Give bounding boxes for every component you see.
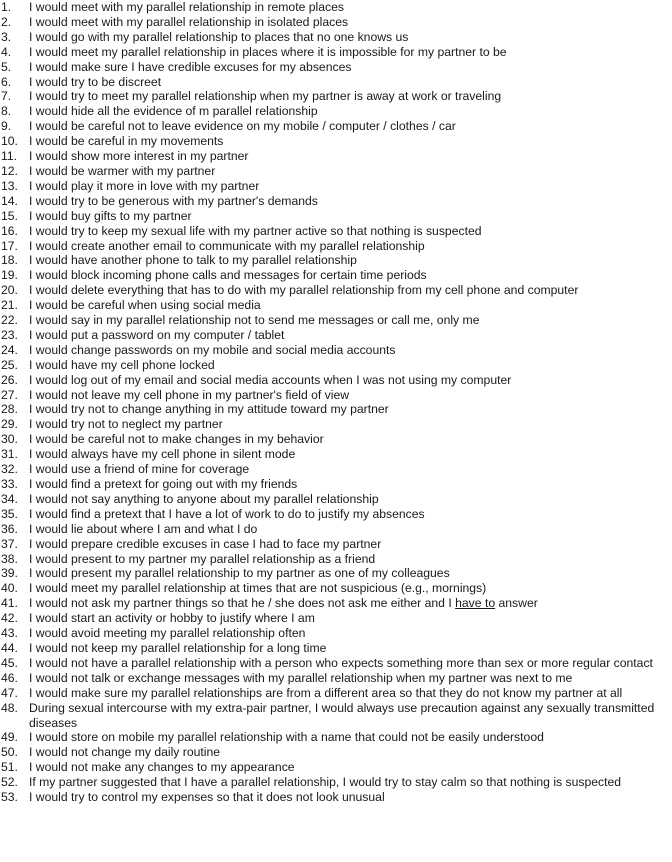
item-number: 6.	[1, 74, 12, 89]
item-number: 46.	[1, 670, 18, 685]
item-text	[29, 239, 672, 254]
item-text-main: I would not change my daily routine	[29, 745, 221, 760]
item-number: 15.	[1, 208, 18, 223]
item-number: 5.	[1, 59, 12, 74]
item-text	[29, 179, 672, 194]
item-text-main: I would say in my parallel relationship not to send me messages or call me, only me	[29, 313, 480, 328]
item-text	[29, 596, 672, 611]
item-text	[29, 224, 672, 239]
item-text	[29, 358, 672, 373]
item-text-main: I would try not to neglect my partner	[29, 417, 223, 432]
item-text-main: I would make sure my parallel relationships are from a different area so that they do not know my partner at all	[29, 685, 623, 700]
item-text-main: I would meet with my parallel relationship in isolated places	[29, 14, 349, 29]
item-text	[29, 402, 672, 417]
item-text	[29, 60, 672, 75]
item-text-main: I would always have my cell phone in silent mode	[29, 447, 296, 462]
item-number: 24.	[1, 342, 18, 357]
item-text-main: I would present my parallel relationship to my partner as one of my colleagues	[29, 566, 450, 581]
item-number: 8.	[1, 104, 12, 119]
list-item	[0, 656, 672, 671]
item-number: 19.	[1, 268, 18, 283]
item-text-main: I would play it more in love with my partner	[29, 178, 260, 193]
item-text	[29, 75, 672, 90]
item-text-main: I would go with my parallel relationship to places that no one knows us	[29, 29, 409, 44]
list-item	[0, 164, 672, 179]
list-item	[0, 209, 672, 224]
item-text	[29, 89, 672, 104]
item-text-underlined: have to	[455, 596, 496, 611]
list-item	[0, 432, 672, 447]
item-text	[29, 343, 672, 358]
list-item	[0, 15, 672, 30]
item-number: 38.	[1, 551, 18, 566]
list-item	[0, 686, 672, 701]
list-item	[0, 388, 672, 403]
item-text	[29, 745, 672, 760]
item-text	[29, 641, 672, 656]
item-number: 53.	[1, 790, 18, 805]
item-number: 9.	[1, 119, 12, 134]
item-text	[29, 119, 672, 134]
item-number: 25.	[1, 357, 18, 372]
item-number: 39.	[1, 566, 18, 581]
item-text	[29, 313, 672, 328]
list-item	[0, 492, 672, 507]
item-number: 26.	[1, 372, 18, 387]
list-item	[0, 30, 672, 45]
item-text-main: I would start an activity or hobby to justify where I am	[29, 611, 315, 626]
list-item	[0, 745, 672, 760]
list-item	[0, 775, 672, 790]
item-text	[29, 522, 672, 537]
item-text-main: I would avoid meeting my parallel relationship often	[29, 626, 306, 641]
item-text	[29, 388, 672, 403]
list-item	[0, 701, 672, 731]
item-text-main: I would try to control my expenses so that it does not look unusual	[29, 790, 385, 805]
list-item	[0, 552, 672, 567]
item-number: 51.	[1, 760, 18, 775]
list-item	[0, 75, 672, 90]
item-number: 48.	[1, 700, 18, 715]
list-item	[0, 373, 672, 388]
list-item	[0, 104, 672, 119]
item-text-main: I would store on mobile my parallel relationship with a name that could not be easily understood	[29, 730, 544, 745]
item-text-main: I would meet my parallel relationship in places where it is impossible for my partner to be	[29, 44, 507, 59]
list-item	[0, 581, 672, 596]
item-number: 27.	[1, 387, 18, 402]
item-text-main: I would try not to change anything in my attitude toward my partner	[29, 402, 389, 417]
list-item	[0, 790, 672, 805]
item-number: 45.	[1, 655, 18, 670]
item-text	[29, 760, 672, 775]
item-text-main: I would not talk or exchange messages with my parallel relationship when my partner was next to me	[29, 670, 573, 685]
item-number: 7.	[1, 89, 12, 104]
item-text	[29, 701, 672, 731]
list-item	[0, 134, 672, 149]
item-text-main: I would buy gifts to my partner	[29, 208, 192, 223]
list-item	[0, 60, 672, 75]
list-item	[0, 566, 672, 581]
item-text-main: I would prepare credible excuses in case I had to face my partner	[29, 536, 382, 551]
list-item	[0, 626, 672, 641]
item-text-main: I would hide all the evidence of m parallel relationship	[29, 104, 318, 119]
item-text	[29, 298, 672, 313]
list-item	[0, 596, 672, 611]
list-item	[0, 402, 672, 417]
item-text-main: I would use a friend of mine for coverage	[29, 462, 250, 477]
item-number: 12.	[1, 163, 18, 178]
item-text	[29, 507, 672, 522]
item-text-main: I would not ask my partner things so that he / she does not ask me either and I	[29, 596, 456, 611]
item-number: 42.	[1, 611, 18, 626]
item-number: 1.	[1, 0, 12, 14]
list-item	[0, 119, 672, 134]
item-number: 11.	[1, 149, 18, 164]
list-item	[0, 179, 672, 194]
item-text	[29, 552, 672, 567]
item-text	[29, 417, 672, 432]
item-text	[29, 730, 672, 745]
item-text	[29, 462, 672, 477]
item-text-main: I would log out of my email and social media accounts when I was not using my computer	[29, 372, 512, 387]
list-item	[0, 537, 672, 552]
list-item	[0, 358, 672, 373]
item-number: 16.	[1, 223, 18, 238]
item-number: 33.	[1, 477, 18, 491]
item-text-main: I would delete everything that has to do with my parallel relationship from my cell phone and computer	[29, 283, 579, 298]
item-text	[29, 164, 672, 179]
item-number: 50.	[1, 745, 18, 760]
item-text	[29, 194, 672, 209]
item-text	[29, 283, 672, 298]
item-text	[29, 671, 672, 686]
item-text-main: If my partner suggested that I have a parallel relationship, I would try to stay calm so that nothing is suspected	[29, 775, 622, 790]
item-text-main: I would not make any changes to my appearance	[29, 760, 295, 775]
list-item	[0, 298, 672, 313]
list-item	[0, 671, 672, 686]
item-text	[29, 209, 672, 224]
item-text-main: I would try to be discreet	[29, 74, 162, 89]
list-item	[0, 194, 672, 209]
item-text	[29, 328, 672, 343]
item-text-main: I would not have a parallel relationship with a person who expects something more than sex or more regular contact	[29, 655, 653, 670]
item-text-main: I would find a pretext that I have a lot of work to do to justify my absences	[29, 506, 425, 521]
item-text-main: I would try to keep my sexual life with my partner active so that nothing is suspected	[29, 223, 482, 238]
item-number: 30.	[1, 432, 18, 447]
item-text-main: I would find a pretext for going out with my friends	[29, 477, 298, 491]
item-text	[29, 149, 672, 164]
item-text	[29, 626, 672, 641]
item-text	[29, 477, 672, 492]
item-number: 52.	[1, 775, 18, 790]
item-text	[29, 790, 672, 805]
list-item	[0, 641, 672, 656]
item-text-main: I would be warmer with my partner	[29, 163, 216, 178]
list-item	[0, 253, 672, 268]
item-number: 20.	[1, 283, 18, 298]
item-number: 21.	[1, 298, 18, 313]
item-number: 49.	[1, 730, 18, 745]
item-number: 14.	[1, 193, 18, 208]
item-text-main: I would meet my parallel relationship at times that are not suspicious (e.g., mornings)	[29, 581, 487, 596]
item-number: 22.	[1, 313, 18, 328]
item-text-main: I would make sure I have credible excuses for my absences	[29, 59, 352, 74]
item-text-main: I would create another email to communicate with my parallel relationship	[29, 238, 425, 253]
list-item	[0, 507, 672, 522]
item-text	[29, 566, 672, 581]
item-text	[29, 775, 672, 790]
item-text-main: I would be careful not to make changes in my behavior	[29, 432, 324, 447]
item-text	[29, 15, 672, 30]
item-text-main: I would not keep my parallel relationship for a long time	[29, 640, 327, 655]
list-item	[0, 328, 672, 343]
item-text	[29, 253, 672, 268]
item-text-main: I would not leave my cell phone in my partner's field of view	[29, 387, 350, 402]
item-number: 23.	[1, 327, 18, 342]
list-item	[0, 0, 672, 15]
item-text	[29, 656, 672, 671]
list-item	[0, 149, 672, 164]
list-item	[0, 611, 672, 626]
item-text-main: I would meet with my parallel relationship in remote places	[29, 0, 344, 14]
list-item	[0, 343, 672, 358]
list-item	[0, 45, 672, 60]
item-number: 41.	[1, 596, 18, 611]
item-text-main: I would change passwords on my mobile and social media accounts	[29, 342, 396, 357]
item-text-main: I would have another phone to talk to my parallel relationship	[29, 253, 357, 268]
item-text	[29, 134, 672, 149]
list-item	[0, 89, 672, 104]
list-item	[0, 283, 672, 298]
item-number: 44.	[1, 640, 18, 655]
item-number: 40.	[1, 581, 18, 596]
item-text	[29, 611, 672, 626]
item-text-main: I would present to my partner my parallel relationship as a friend	[29, 551, 376, 566]
item-text	[29, 581, 672, 596]
item-number: 36.	[1, 521, 18, 536]
item-text-main: I would not say anything to anyone about my parallel relationship	[29, 491, 379, 506]
item-number: 43.	[1, 626, 18, 641]
item-number: 10.	[1, 134, 18, 149]
list-item	[0, 760, 672, 775]
item-text-main: I would block incoming phone calls and messages for certain time periods	[29, 268, 427, 283]
list-item	[0, 522, 672, 537]
item-number: 17.	[1, 238, 18, 253]
list-item	[0, 313, 672, 328]
item-text-main: I would try to be generous with my partner's demands	[29, 193, 318, 208]
item-text-main: During sexual intercourse with my extra-pair partner, I would always use precaution against any sexually transmitted diseases	[29, 700, 655, 730]
item-number: 3.	[1, 29, 12, 44]
item-text	[29, 30, 672, 45]
list-item	[0, 730, 672, 745]
item-number: 37.	[1, 536, 18, 551]
item-number: 34.	[1, 491, 18, 506]
item-text-main: I would have my cell phone locked	[29, 357, 215, 372]
item-text	[29, 45, 672, 60]
item-text	[29, 537, 672, 552]
item-text-main: I would be careful when using social media	[29, 298, 261, 313]
item-text	[29, 492, 672, 507]
list-item	[0, 477, 672, 492]
item-number: 35.	[1, 506, 18, 521]
item-text	[29, 432, 672, 447]
list-item	[0, 239, 672, 254]
item-number: 2.	[1, 14, 12, 29]
item-text	[29, 373, 672, 388]
item-text	[29, 104, 672, 119]
item-text	[29, 268, 672, 283]
item-text-main: I would lie about where I am and what I do	[29, 521, 258, 536]
item-text-after: answer	[495, 596, 538, 611]
item-text-main: I would put a password on my computer / tablet	[29, 327, 285, 342]
item-number: 29.	[1, 417, 18, 432]
list-item	[0, 462, 672, 477]
item-number: 28.	[1, 402, 18, 417]
item-number: 4.	[1, 44, 12, 59]
item-text-main: I would try to meet my parallel relationship when my partner is away at work or traveling	[29, 89, 502, 104]
item-number: 32.	[1, 462, 18, 477]
item-text	[29, 0, 672, 15]
list-item	[0, 224, 672, 239]
item-number: 47.	[1, 685, 18, 700]
item-text-main: I would be careful in my movements	[29, 134, 224, 149]
item-number: 31.	[1, 447, 18, 462]
item-text-main: I would show more interest in my partner	[29, 149, 249, 164]
list-item	[0, 417, 672, 432]
item-text	[29, 447, 672, 462]
item-number: 18.	[1, 253, 18, 268]
list-item	[0, 447, 672, 462]
item-number: 13.	[1, 178, 18, 193]
list-item	[0, 268, 672, 283]
item-text-main: I would be careful not to leave evidence on my mobile / computer / clothes / car	[29, 119, 456, 134]
item-text	[29, 686, 672, 701]
